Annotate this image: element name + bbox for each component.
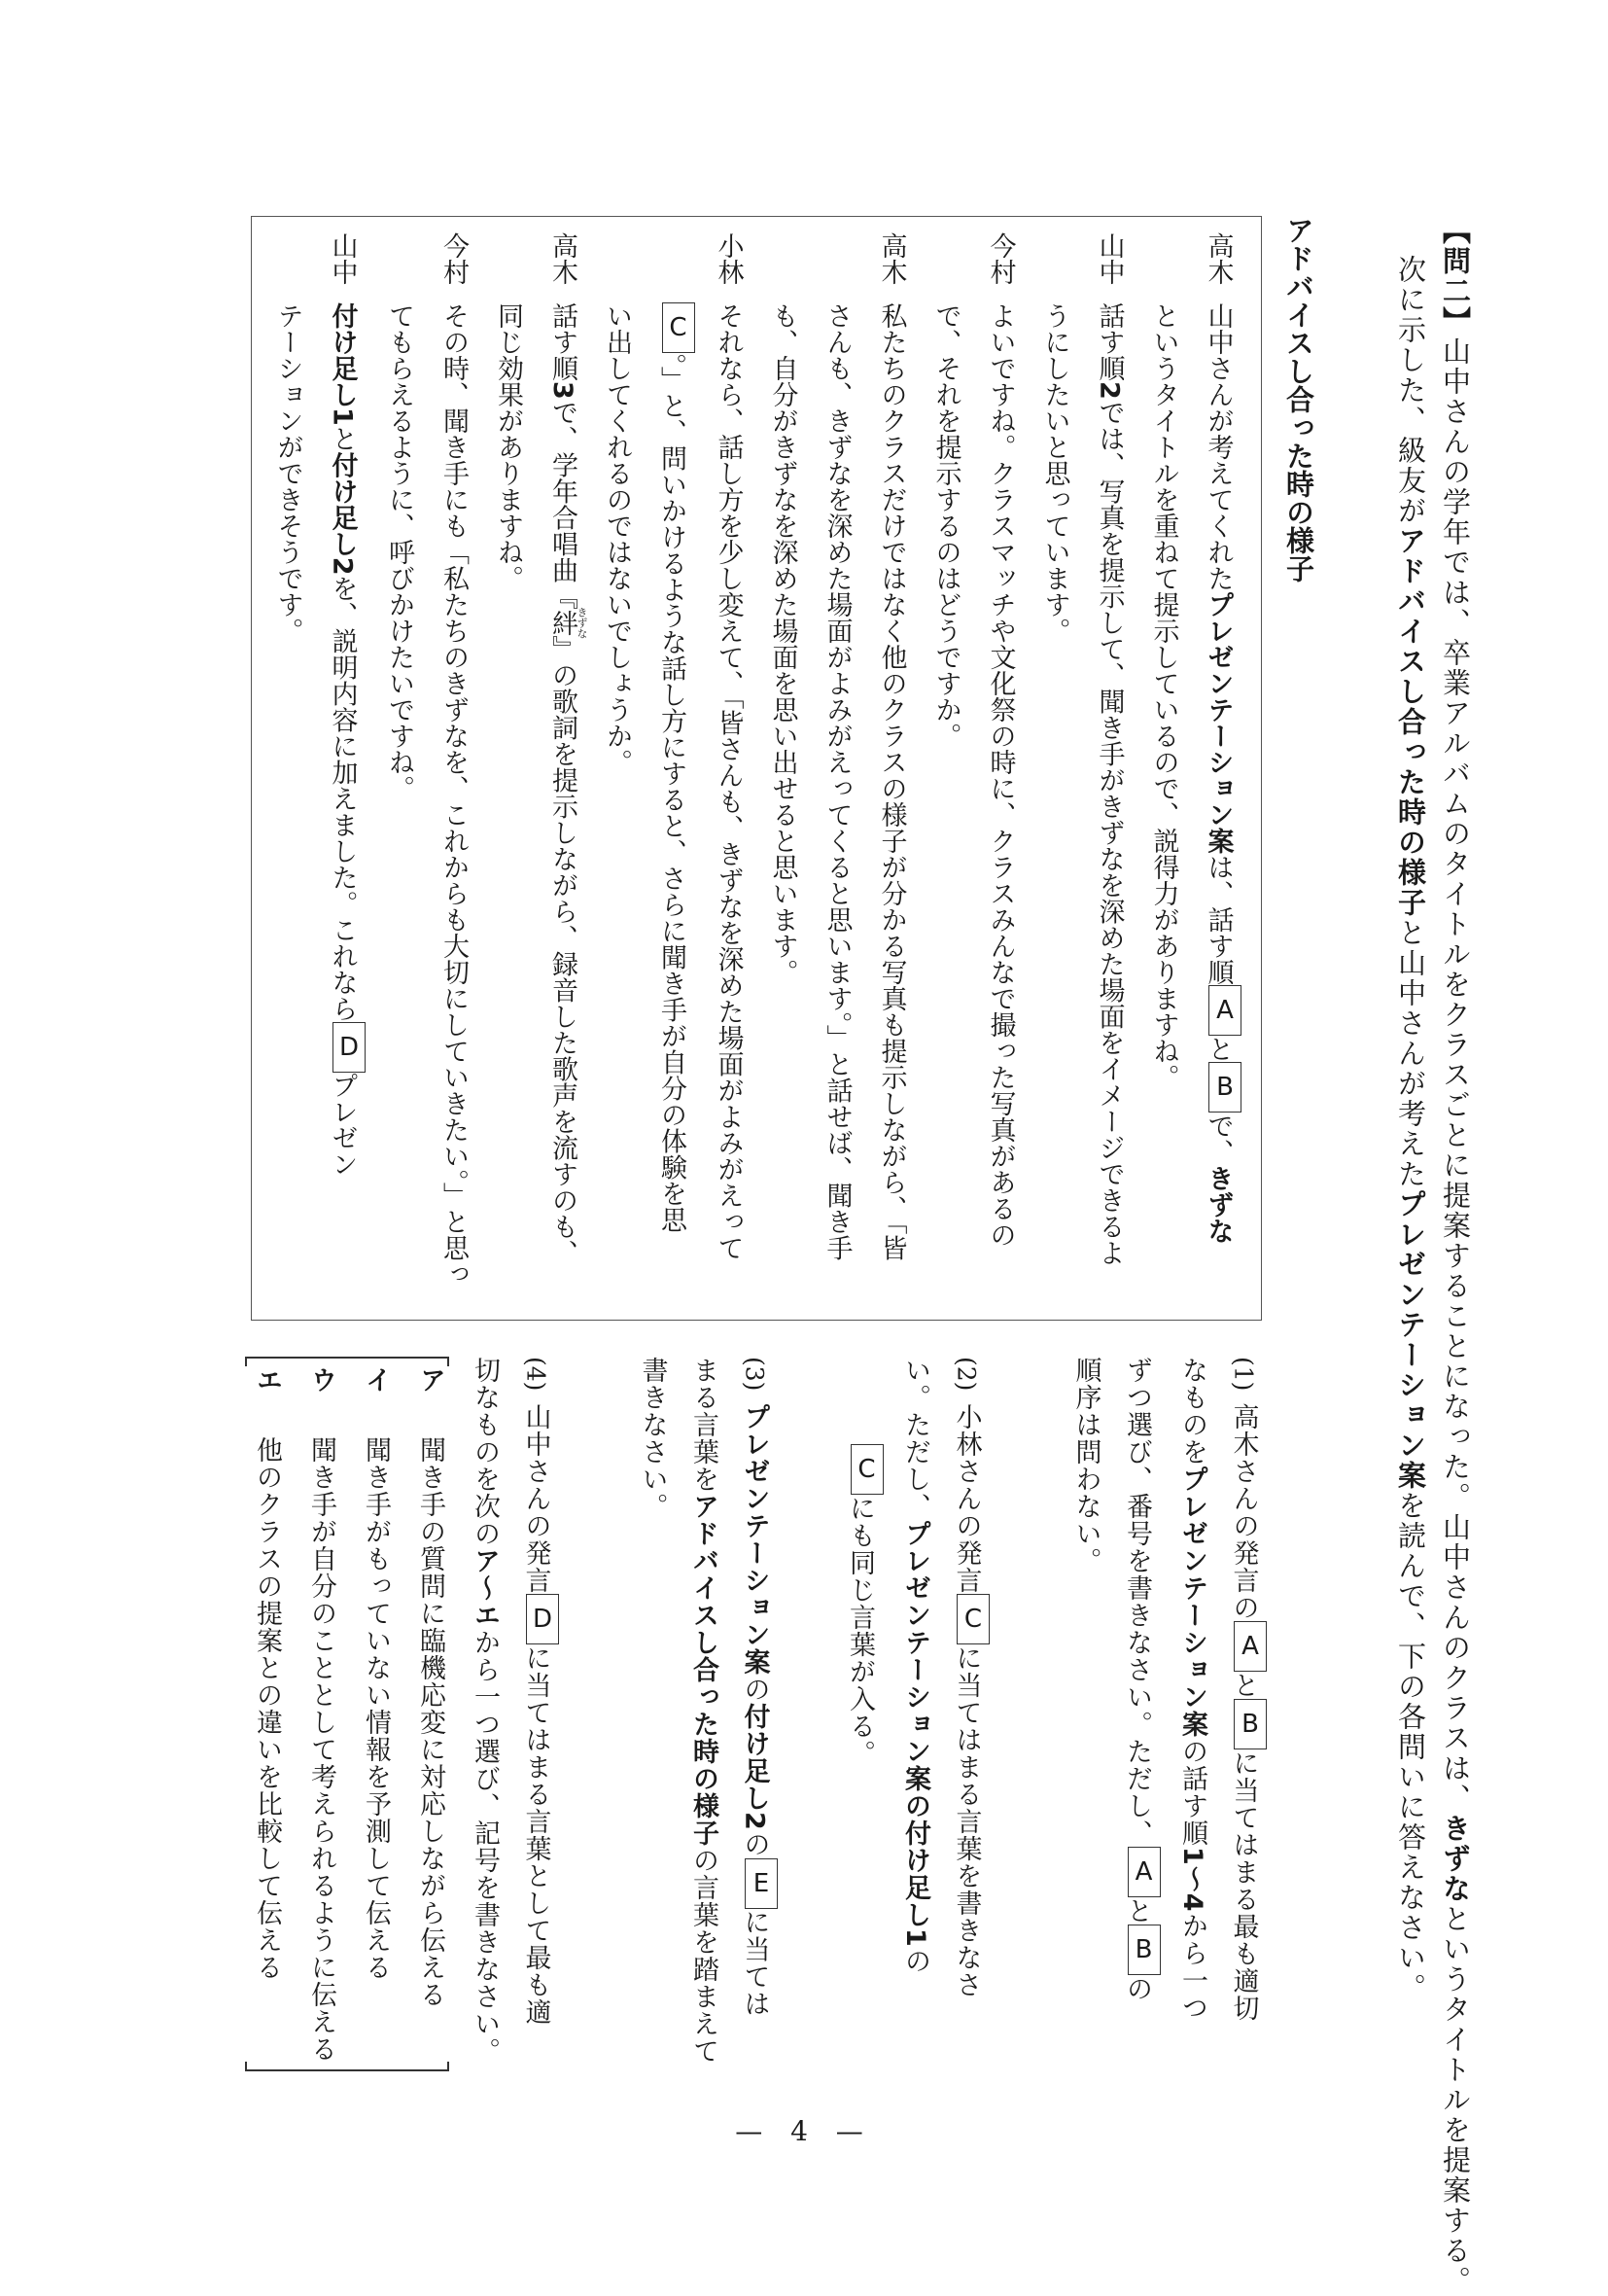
text-run: い。ただし、	[900, 1357, 930, 1520]
header-line-2	[1388, 216, 1433, 2296]
question-line	[728, 1357, 784, 2065]
text-run: テーションができそうです。	[272, 302, 303, 644]
text-run: から一つ選び、記号を書きなさい。	[470, 1629, 500, 2065]
dialog-line	[810, 232, 864, 1288]
text-run: と	[1203, 1036, 1234, 1062]
blank-box-c: C	[957, 1594, 990, 1644]
blank-box-d: D	[332, 1022, 366, 1073]
text-run: の	[1122, 1975, 1152, 2002]
blank-box-b: B	[1234, 1699, 1267, 1749]
text-run: さんも、きずなを深めた場面がよみがえってくると思います。」と話せば、聞き手	[821, 302, 853, 1261]
dialog-line	[535, 232, 589, 1288]
dialog-line	[701, 232, 755, 1288]
text-run: と山中さんが考えた	[1394, 918, 1427, 1189]
blank-box-e: E	[745, 1858, 778, 1909]
text-run: 。」と、問いかけるような話し方にすると、さらに聞き手が自分の体験を思	[656, 353, 686, 1233]
bracket-bottom	[245, 2062, 449, 2071]
text-run: 山中さんの発言	[520, 1403, 551, 1594]
bracket-top	[245, 1357, 449, 1366]
bold-term: プレゼンテーション案	[739, 1403, 770, 1676]
bold-term: きずな	[1203, 1165, 1234, 1244]
text-run: で、それを提示するのはどうですか。	[930, 302, 961, 749]
speaker-name: 山中	[327, 232, 358, 285]
choice-item	[348, 1366, 402, 2063]
text-run: 順序は問わない。	[1070, 1357, 1101, 1574]
header-text-end: というタイトルを提案する。	[1439, 1904, 1472, 2296]
speaker-name: 高木	[1203, 232, 1234, 285]
text-run: で、学年合唱曲『	[547, 399, 577, 610]
question-header	[1388, 216, 1478, 2296]
choice-item	[402, 1366, 457, 2063]
choice-label: エ	[252, 1366, 282, 1394]
text-run: 話す順	[1094, 302, 1125, 381]
text-run: 小林さんの発言	[951, 1403, 982, 1594]
bold-term: 3	[547, 381, 577, 400]
choice-text: 他のクラスの提案との違いを比較して伝える	[252, 1436, 282, 1981]
bold-term: ア〜エ	[470, 1547, 500, 1629]
bold-term: 付け足し2	[739, 1703, 770, 1831]
bold-term: 付け足し1	[327, 302, 358, 426]
text-run: よいですね。クラスマッチや文化祭の時に、クラスみんなで撮った写真があるの	[985, 302, 1016, 1248]
text-run: まる言葉を	[688, 1357, 718, 1493]
text-run: 次に示した、級友が	[1394, 255, 1427, 526]
question-line	[509, 1357, 565, 2065]
text-run: の話す順	[1177, 1738, 1207, 1847]
text-run: 同じ効果がありますね。	[493, 302, 523, 591]
bold-term: アドバイスし合った時の様子	[1394, 526, 1427, 918]
text-run: 山中さんが考えてくれた	[1203, 302, 1234, 591]
text-run: というタイトルを重ねて提示しているので、説得力がありますね。	[1148, 302, 1179, 1090]
question-line	[678, 1357, 729, 2065]
choice-text: 聞き手が自分のこととして考えられるように伝える	[306, 1436, 336, 2063]
dialog-line	[315, 232, 372, 1288]
text-run: その時、聞き手にも「私たちのきずなを、これからも大切にしていきたい。」と思っ	[438, 302, 469, 1288]
bold-term: 1〜4	[1177, 1847, 1207, 1913]
text-run: うにしたいと思っています。	[1039, 302, 1070, 644]
text-run: の	[900, 1947, 930, 1975]
text-run: と	[327, 425, 358, 452]
bold-term: プレゼンテーション案	[1203, 591, 1234, 854]
choice-text: 聞き手の質問に臨機応変に対応しながら伝える	[415, 1436, 445, 2008]
dialog-line	[973, 232, 1028, 1288]
ruby-word: 絆きずな	[547, 606, 588, 639]
speaker-name: 山中	[1094, 232, 1125, 285]
dialog-line	[1136, 232, 1191, 1288]
question-label: (3)	[740, 1357, 769, 1392]
dialog-line	[1028, 232, 1082, 1288]
question-line	[1167, 1357, 1218, 2022]
blank-box-c: C	[662, 302, 695, 353]
text-run: い出してくれるのではないでしょうか。	[602, 302, 632, 775]
question-item	[1060, 1357, 1273, 2022]
text-run: に当てはまる最も適切	[1228, 1749, 1259, 2022]
text-run: 高木さんの発言の	[1228, 1403, 1259, 1621]
header-bold: きずな	[1439, 1814, 1472, 1904]
question-item	[834, 1357, 996, 1998]
choice-label: イ	[361, 1366, 391, 1394]
header-text: 山中さんの学年では、卒業アルバムのタイトルをクラスごとに提案することになった。山中さんのクラスは、	[1439, 336, 1472, 1814]
text-run: 』の歌詞を提示しながら、録音した歌声を流すのも、	[547, 635, 577, 1266]
ruby-reading: きずな	[576, 606, 588, 639]
speaker-name: 今村	[985, 232, 1016, 285]
bold-term: 2	[1094, 381, 1125, 400]
dialog-line	[1082, 232, 1136, 1288]
advice-heading: アドバイスし合った時の様子	[1282, 216, 1315, 583]
question-line	[1060, 1357, 1111, 2022]
blank-box-a: A	[1208, 985, 1241, 1036]
blank-box-d: D	[526, 1594, 559, 1644]
choice-label: ウ	[306, 1366, 336, 1394]
dialog-box	[251, 216, 1262, 1321]
question-line	[626, 1357, 678, 2065]
choice-label: ア	[415, 1366, 445, 1394]
question-line	[890, 1357, 941, 1998]
text-run: で、	[1203, 1113, 1234, 1165]
bold-term: プレゼンテーション案の付け足し1	[900, 1520, 930, 1948]
text-run: では、写真を提示して、聞き手がきずなを深めた場面をイメージできるよ	[1094, 399, 1125, 1266]
dialog-line	[371, 232, 426, 1288]
text-run: の	[739, 1830, 770, 1858]
blank-box-a: A	[1234, 1621, 1267, 1672]
speaker-name: 高木	[547, 232, 577, 285]
bold-term: アドバイスし合った時の様子	[688, 1493, 718, 1847]
choice-text: 聞き手がもっていない情報を予測して伝える	[361, 1436, 391, 1981]
speaker-name: 高木	[876, 232, 907, 285]
question-line	[1111, 1357, 1167, 2022]
text-run: プレゼン	[327, 1072, 358, 1178]
text-run: と	[1122, 1897, 1152, 1925]
question-item	[626, 1357, 784, 2065]
text-run: それなら、話し方を少し変えて、「皆さんも、きずなを深めた場面がよみがえって	[713, 302, 744, 1261]
question-line	[459, 1357, 510, 2065]
page-number: — 4 —	[735, 2115, 873, 2147]
text-run: に当てはまる言葉として最も適	[520, 1644, 551, 2026]
choice-item	[239, 1366, 294, 2063]
choice-item	[294, 1366, 348, 2063]
dialog-line	[1191, 232, 1248, 1288]
question-item	[459, 1357, 566, 2065]
text-run: ずつ選び、番号を書きなさい。ただし、	[1122, 1357, 1152, 1847]
text-run: てもらえるように、呼びかけたいですね。	[384, 302, 414, 801]
choice-list	[239, 1366, 457, 2063]
text-run: も、自分がきずなを深めた場面を思い出せると思います。	[767, 302, 798, 985]
question-label: (2)	[952, 1357, 981, 1392]
bold-term: 付け足し2	[327, 451, 358, 576]
bold-term: プレゼンテーション案	[1177, 1466, 1207, 1738]
dialog-line	[426, 232, 480, 1288]
bold-term: プレゼンテーション案	[1394, 1189, 1427, 1491]
text-run: を、説明内容に加えました。これなら	[327, 575, 358, 1022]
dialog-line	[755, 232, 810, 1288]
text-run: 私たちのクラスだけではなく他のクラスの様子が分かる写真も提示しながら、「皆	[876, 302, 907, 1261]
dialog-line	[589, 232, 644, 1288]
text-run: 話す順	[547, 302, 577, 381]
dialog-line	[864, 232, 919, 1288]
text-run: なものを	[1177, 1357, 1207, 1466]
dialog-lines	[261, 232, 1248, 1288]
text-run: の	[739, 1676, 770, 1703]
text-run: を読んで、下の各問いに答えなさい。	[1394, 1491, 1427, 2003]
question-label: (4)	[521, 1357, 550, 1392]
dialog-line	[480, 232, 535, 1288]
text-run: に当てはまる言葉を書きなさ	[951, 1644, 982, 1998]
text-run: 切なものを次の	[470, 1357, 500, 1547]
dialog-line	[261, 232, 315, 1288]
question-label: (1)	[1229, 1357, 1258, 1392]
blank-box-c: C	[851, 1444, 884, 1495]
blank-box-a: A	[1128, 1847, 1161, 1897]
question-line	[834, 1357, 890, 1998]
question-line	[1217, 1357, 1273, 2022]
blank-box-b: B	[1208, 1062, 1241, 1113]
speaker-name: 小林	[713, 232, 744, 285]
text-run: と	[1228, 1672, 1259, 1699]
text-run: 書きなさい。	[637, 1357, 668, 1520]
dialog-line	[644, 232, 701, 1288]
text-run: にも同じ言葉が入る。	[845, 1495, 875, 1767]
question-line	[940, 1357, 996, 1998]
blank-box-b: B	[1128, 1925, 1161, 1975]
question-number: 【問二】	[1439, 216, 1472, 336]
dialog-line	[919, 232, 973, 1288]
choices-box	[245, 1357, 449, 2071]
text-run: の言葉を踏まえて	[688, 1847, 718, 2065]
text-run: から一つ	[1177, 1912, 1207, 2022]
text-run: に当ては	[739, 1908, 770, 2018]
header-line-1	[1433, 216, 1478, 2296]
text-run: は、話す順	[1203, 854, 1234, 985]
speaker-name: 今村	[438, 232, 469, 285]
